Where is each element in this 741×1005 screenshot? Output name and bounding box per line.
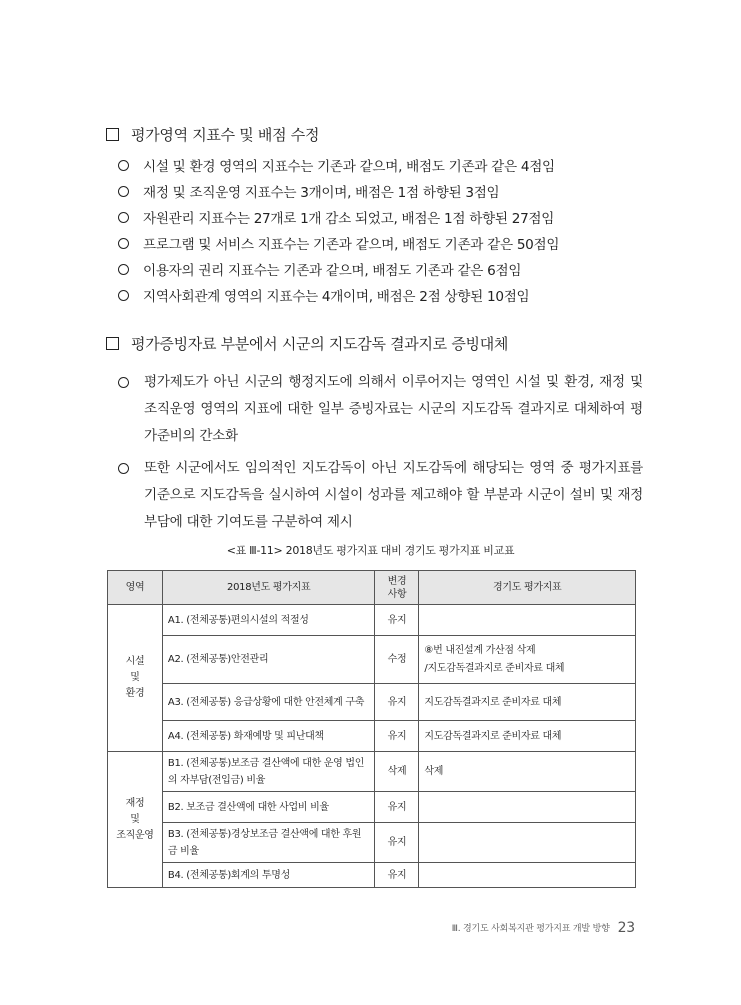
change-cell: 유지	[375, 605, 419, 636]
bullet-text: 이용자의 권리 지표수는 기존과 같으며, 배점도 기존과 같은 6점임	[143, 263, 522, 279]
indicator-cell: B3. (전체공통)경상보조금 결산액에 대한 후원금 비율	[162, 823, 375, 863]
indicator-cell: A3. (전체공통) 응급상황에 대한 안전체계 구축	[162, 684, 375, 721]
list-item	[118, 207, 554, 227]
table-row	[108, 863, 636, 888]
page-footer	[452, 920, 635, 936]
table-row	[108, 752, 636, 792]
table-row	[108, 823, 636, 863]
bullet-text: 재정 및 조직운영 지표수는 3개이며, 배점은 1점 하향된 3점임	[143, 185, 500, 201]
list-item	[118, 233, 559, 253]
section1-heading-text: 평가영역 지표수 및 배점 수정	[131, 126, 320, 144]
paragraph-text: 또한 시군에서도 임의적인 지도감독이 아닌 지도감독에 해당되는 영역 중 평가지표를 기준으로 지도감독을 실시하여 시설이 성과를 제고해야 할 부분과 시군이 설비 및 재정부담에 대한 기여도를 구분하여 제시	[144, 460, 643, 530]
change-cell: 수정	[375, 636, 419, 684]
gyeonggi-cell	[419, 863, 636, 888]
list-item	[118, 155, 555, 175]
list-item	[118, 285, 529, 305]
gyeonggi-cell	[419, 605, 636, 636]
section2-heading	[106, 333, 508, 354]
circle-bullet-icon	[118, 212, 129, 223]
bullet-text: 프로그램 및 서비스 지표수는 기존과 같으며, 배점도 기존과 같은 50점임	[143, 237, 560, 253]
bullet-text: 시설 및 환경 영역의 지표수는 기존과 같으며, 배점도 기존과 같은 4점임	[143, 159, 555, 175]
gyeonggi-cell	[419, 792, 636, 823]
table-row	[108, 636, 636, 684]
change-cell: 삭제	[375, 752, 419, 792]
change-cell: 유지	[375, 792, 419, 823]
circle-bullet-icon	[118, 463, 129, 474]
area-cell: 시설 및 환경	[108, 605, 163, 752]
bullet-text: 지역사회관계 영역의 지표수는 4개이며, 배점은 2점 상향된 10점임	[143, 289, 530, 305]
list-item	[118, 259, 521, 279]
table-row	[108, 605, 636, 636]
page-number: 23	[617, 920, 635, 936]
table-row	[108, 792, 636, 823]
circle-bullet-icon	[118, 238, 129, 249]
checkbox-square-icon	[106, 128, 119, 141]
indicator-cell: B2. 보조금 결산액에 대한 사업비 비율	[162, 792, 375, 823]
circle-bullet-icon	[118, 186, 129, 197]
header-gyeonggi-indicator: 경기도 평가지표	[419, 571, 636, 605]
gyeonggi-cell: 지도감독결과지로 준비자료 대체	[419, 721, 636, 752]
circle-bullet-icon	[118, 377, 129, 388]
area-cell: 재정 및 조직운영	[108, 752, 163, 888]
indicator-cell: A1. (전체공통)편의시설의 적절성	[162, 605, 375, 636]
table-header-row	[108, 571, 636, 605]
gyeonggi-cell: 삭제	[419, 752, 636, 792]
change-cell: 유지	[375, 684, 419, 721]
table-caption: <표 Ⅲ-11> 2018년도 평가지표 대비 경기도 평가지표 비교표	[226, 544, 515, 557]
indicator-cell: B4. (전체공통)회계의 투명성	[162, 863, 375, 888]
table-row	[108, 721, 636, 752]
footer-chapter: Ⅲ. 경기도 사회복지관 평가지표 개발 방향	[451, 924, 610, 934]
header-change: 변경 사항	[375, 571, 419, 605]
circle-bullet-icon	[118, 264, 129, 275]
checkbox-square-icon	[106, 337, 119, 350]
gyeonggi-cell: 지도감독결과지로 준비자료 대체	[419, 684, 636, 721]
change-cell: 유지	[375, 863, 419, 888]
change-cell: 유지	[375, 721, 419, 752]
bullet-text: 자원관리 지표수는 27개로 1개 감소 되었고, 배점은 1점 하향된 27점임	[143, 211, 555, 227]
indicator-cell: A2. (전체공통)안전관리	[162, 636, 375, 684]
paragraph-text: 평가제도가 아닌 시군의 행정지도에 의해서 이루어지는 영역인 시설 및 환경, 재정 및 조직운영 영역의 지표에 대한 일부 증빙자료는 시군의 지도감독 결과지로 대체하여 평가준비의 간소화	[144, 374, 643, 444]
list-item	[118, 181, 499, 201]
section1-heading	[106, 124, 319, 145]
circle-bullet-icon	[118, 290, 129, 301]
change-cell: 유지	[375, 823, 419, 863]
gyeonggi-cell: ⑧번 내진설계 가산점 삭제 /지도감독결과지로 준비자료 대체	[419, 636, 636, 684]
header-2018-indicator: 2018년도 평가지표	[162, 571, 375, 605]
paragraph	[118, 369, 643, 450]
header-area: 영역	[108, 571, 163, 605]
comparison-table	[107, 570, 636, 888]
indicator-cell: B1. (전체공통)보조금 결산액에 대한 운영 법인의 자부담(전입금) 비율	[162, 752, 375, 792]
section2-heading-text: 평가증빙자료 부분에서 시군의 지도감독 결과지로 증빙대체	[131, 335, 509, 353]
table-row	[108, 684, 636, 721]
paragraph	[118, 455, 643, 536]
gyeonggi-cell	[419, 823, 636, 863]
circle-bullet-icon	[118, 160, 129, 171]
indicator-cell: A4. (전체공통) 화재예방 및 피난대책	[162, 721, 375, 752]
